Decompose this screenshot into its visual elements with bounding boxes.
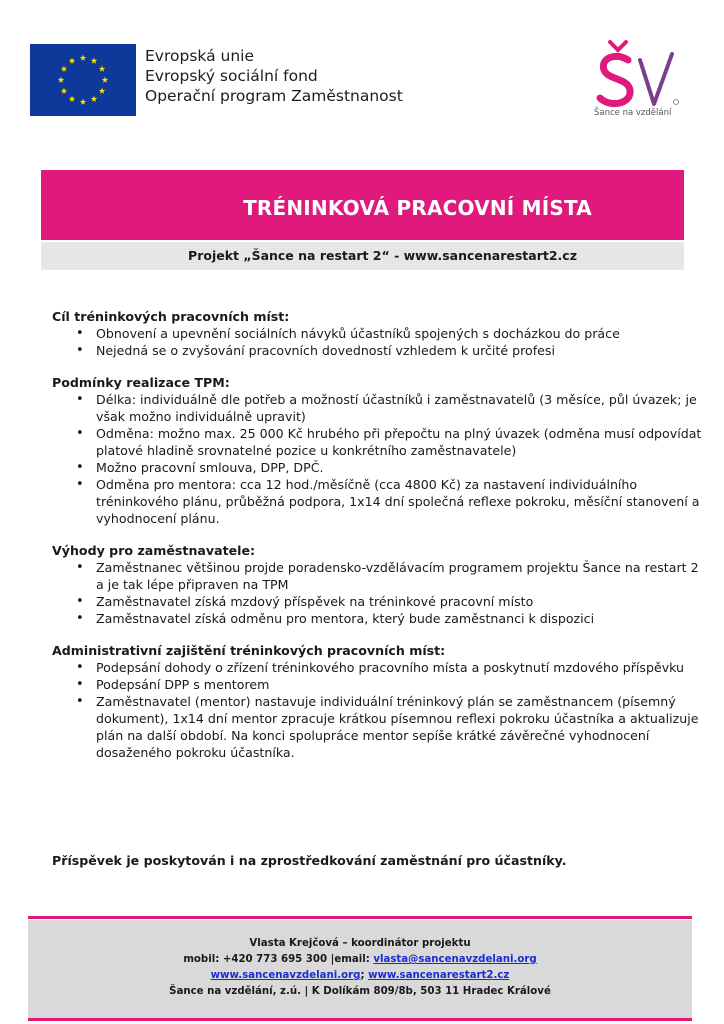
eu-star-icon bbox=[80, 99, 86, 105]
contact-address: Šance na vzdělání, z.ú. | K Dolíkám 809/8b, 503 11 Hradec Králové bbox=[169, 986, 551, 997]
eu-star-icon bbox=[61, 66, 67, 72]
eu-star-icon bbox=[69, 58, 75, 64]
list-item: • Zaměstnavatel získá odměnu pro mentora, který bude zaměstnanci k dispozici bbox=[52, 610, 702, 627]
contact-phone: mobil: +420 773 695 300 |email: bbox=[183, 954, 374, 965]
contact-block bbox=[28, 936, 692, 1000]
eu-star-icon bbox=[99, 66, 105, 72]
project-banner bbox=[41, 242, 684, 270]
closing-note: Příspěvek je poskytován i na zprostředkování zaměstnání pro účastníky. bbox=[52, 853, 567, 868]
website-link-sancenavzdelani[interactable]: www.sancenavzdelani.org bbox=[210, 970, 361, 981]
eu-line-2: Evropský sociální fond bbox=[145, 67, 318, 85]
section-heading: Podmínky realizace TPM: bbox=[52, 375, 230, 390]
list-item: • Zaměstnanec většinou projde poradensko-vzdělávacím programem projektu Šance na restart 2 a je tak lépe připraven na TPM bbox=[52, 559, 702, 593]
eu-star-icon bbox=[91, 96, 97, 102]
eu-star-icon bbox=[102, 77, 108, 83]
bullet-list bbox=[52, 659, 702, 761]
section-employer-benefits bbox=[52, 542, 702, 627]
page-header bbox=[0, 0, 724, 170]
eu-line-1: Evropská unie bbox=[145, 47, 255, 65]
section-heading: Administrativní zajištění tréninkových pracovních míst: bbox=[52, 643, 446, 658]
list-item: • Nejedná se o zvyšování pracovních dovedností vzhledem k určité profesi bbox=[52, 342, 702, 359]
section-conditions bbox=[52, 374, 702, 527]
section-heading: Cíl tréninkových pracovních míst: bbox=[52, 309, 290, 324]
list-item: • Zaměstnavatel získá mzdový příspěvek na tréninkové pracovní místo bbox=[52, 593, 702, 610]
website-separator: ; bbox=[360, 970, 369, 981]
logo-caption: Šance na vzdělání bbox=[594, 108, 672, 118]
contact-websites bbox=[28, 968, 692, 984]
section-heading: Výhody pro zaměstnavatele: bbox=[52, 543, 256, 558]
footer-divider-top bbox=[28, 916, 692, 919]
eu-program-text bbox=[145, 46, 403, 106]
list-item: • Zaměstnavatel (mentor) nastavuje individuální tréninkový plán se zaměstnancem (písemný dokument), 1x14 dní mentor zpracuje krátkou písemnou reflexi pokroku účastníka a aktualizuje plán na další období. Na konci spolupráce mentor sepíše krátké závěrečné vyhodnocení dosaženého pokroku účastníka. bbox=[52, 693, 702, 761]
list-item: • Odměna pro mentora: cca 12 hod./měsíčně (cca 4800 Kč) za nastavení individuálního tréninkového plánu, průběžná podpora, 1x14 dní společná reflexe pokroku, měsíční stanovení a vyhodnocení plánu. bbox=[52, 476, 702, 527]
list-item: • Podepsání DPP s mentorem bbox=[52, 676, 702, 693]
eu-star-icon bbox=[91, 58, 97, 64]
project-subtitle: Projekt „Šance na restart 2“ - www.sancenarestart2.cz bbox=[188, 248, 577, 263]
list-item: • Odměna: možno max. 25 000 Kč hrubého při přepočtu na plný úvazek (odměna musí odpovídat platové hladině srovnatelné pozice u konkrétního zaměstnavatele) bbox=[52, 425, 702, 459]
title-banner bbox=[41, 170, 684, 240]
eu-star-icon bbox=[61, 88, 67, 94]
list-item: • Délka: individuálně dle potřeb a možností účastníků i zaměstnavatelů (3 měsíce, půl úvazek; je však možno individuálně upravit) bbox=[52, 391, 702, 425]
bullet-list bbox=[52, 325, 702, 359]
eu-star-icon bbox=[58, 77, 64, 83]
section-goals bbox=[52, 308, 702, 359]
contact-name: Vlasta Krejčová – koordinátor projektu bbox=[249, 938, 471, 949]
document-body bbox=[52, 308, 702, 776]
list-item: • Možno pracovní smlouva, DPP, DPČ. bbox=[52, 459, 702, 476]
eu-line-3: Operační program Zaměstnanost bbox=[145, 87, 403, 105]
eu-star-icon bbox=[99, 88, 105, 94]
eu-flag-logo bbox=[30, 44, 136, 116]
eu-star-icon bbox=[69, 96, 75, 102]
contact-phone-email bbox=[28, 952, 692, 968]
eu-star-icon bbox=[80, 55, 86, 61]
bullet-list bbox=[52, 391, 702, 527]
email-link[interactable]: vlasta@sancenavzdelani.org bbox=[373, 954, 537, 965]
bullet-list bbox=[52, 559, 702, 627]
section-administration bbox=[52, 642, 702, 761]
footer-divider-bottom bbox=[28, 1018, 692, 1021]
list-item: • Podepsání dohody o zřízení tréninkového pracovního místa a poskytnutí mzdového příspěvku bbox=[52, 659, 702, 676]
contact-footer bbox=[28, 920, 692, 1018]
list-item: • Obnovení a upevnění sociálních návyků účastníků spojených s docházkou do práce bbox=[52, 325, 702, 342]
website-link-sancenarestart2[interactable]: www.sancenarestart2.cz bbox=[368, 970, 510, 981]
page-title: TRÉNINKOVÁ PRACOVNÍ MÍSTA bbox=[243, 196, 592, 220]
